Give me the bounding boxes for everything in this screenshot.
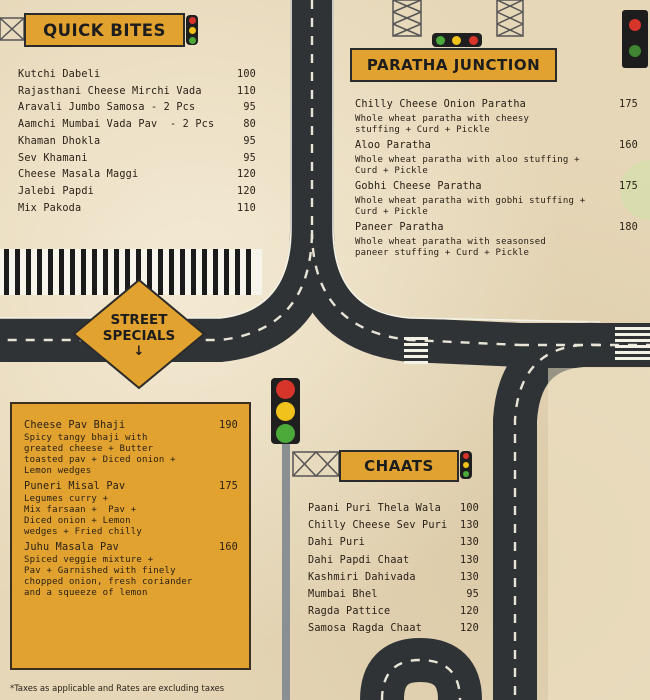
list-item: Mix Pakoda 110: [18, 202, 256, 214]
chaats-list: [308, 500, 479, 638]
list-item: Gobhi Cheese Paratha 175 Whole wheat paratha with gobhi stuffing + Curd + Pickle: [355, 181, 638, 217]
list-item: Dahi Papdi Chaat 130: [308, 554, 479, 566]
arrow-down-icon: ↓: [133, 344, 145, 359]
quick-bites-list: [18, 67, 256, 217]
paratha-traffic-light: [432, 33, 482, 47]
pedestrian-signal: [622, 10, 648, 68]
list-item: Sev Khamani 95: [18, 152, 256, 164]
list-item: Aravali Jumbo Samosa - 2 Pcs 95: [18, 102, 256, 114]
signal-pole: [282, 440, 290, 700]
street-specials-sign-text: [84, 312, 194, 359]
list-item: Juhu Masala Pav 160 Spiced veggie mixture + Pav + Garnished with finely chopped onion, fresh coriander and a squeeze of lemon: [24, 542, 238, 598]
list-item: Cheese Masala Maggi 120: [18, 169, 256, 181]
list-item: Cheese Pav Bhaji 190 Spicy tangy bhaji with greated cheese + Butter toasted pav + Diced onion + Lemon wedges: [24, 420, 238, 476]
chaats-traffic-light: [460, 451, 472, 479]
street-specials-line1: STREET: [110, 312, 168, 328]
list-item: Ragda Pattice 120: [308, 606, 479, 618]
list-item: Paneer Paratha 180 Whole wheat paratha with seasonsed paneer stuffing + Curd + Pickle: [355, 222, 638, 258]
list-item: Kashmiri Dahivada 130: [308, 571, 479, 583]
list-item: Samosa Ragda Chaat 120: [308, 623, 479, 635]
list-item: Mumbai Bhel 95: [308, 589, 479, 601]
road-bottom-loop: [382, 660, 460, 700]
quick-bites-sign: [24, 13, 185, 47]
chaats-title: CHAATS: [364, 457, 434, 475]
list-item: Dahi Puri 130: [308, 537, 479, 549]
list-item: Aloo Paratha 160 Whole wheat paratha with aloo stuffing + Curd + Pickle: [355, 140, 638, 176]
list-item: Chilly Cheese Sev Puri 130: [308, 520, 479, 532]
quick-bites-traffic-light: [186, 15, 198, 45]
street-specials-list: [24, 420, 238, 603]
list-item: Chilly Cheese Onion Paratha 175 Whole wheat paratha with cheesy stuffing + Curd + Pickle: [355, 99, 638, 135]
quick-bites-title: QUICK BITES: [43, 20, 166, 40]
list-item: Kutchi Dabeli 100: [18, 69, 256, 80]
list-item: Jalebi Papdi 120: [18, 185, 256, 197]
list-item: Paani Puri Thela Wala 100: [308, 503, 479, 514]
paratha-junction-title: PARATHA JUNCTION: [366, 56, 541, 74]
chaats-sign: [339, 450, 459, 482]
paratha-list: [355, 97, 638, 261]
list-item: Puneri Misal Pav 175 Legumes curry + Mix farsaan + Pav + Diced onion + Lemon wedges + Fried chilly: [24, 481, 238, 537]
street-specials-line2: SPECIALS: [102, 328, 176, 344]
list-item: Khaman Dhokla 95: [18, 135, 256, 147]
list-item: Rajasthani Cheese Mirchi Vada 110: [18, 85, 256, 97]
tax-footnote: *Taxes as applicable and Rates are excluding taxes: [10, 683, 225, 693]
paratha-junction-sign: [350, 48, 557, 82]
list-item: Aamchi Mumbai Vada Pav - 2 Pcs 80: [18, 119, 256, 131]
main-traffic-light: [271, 378, 300, 444]
